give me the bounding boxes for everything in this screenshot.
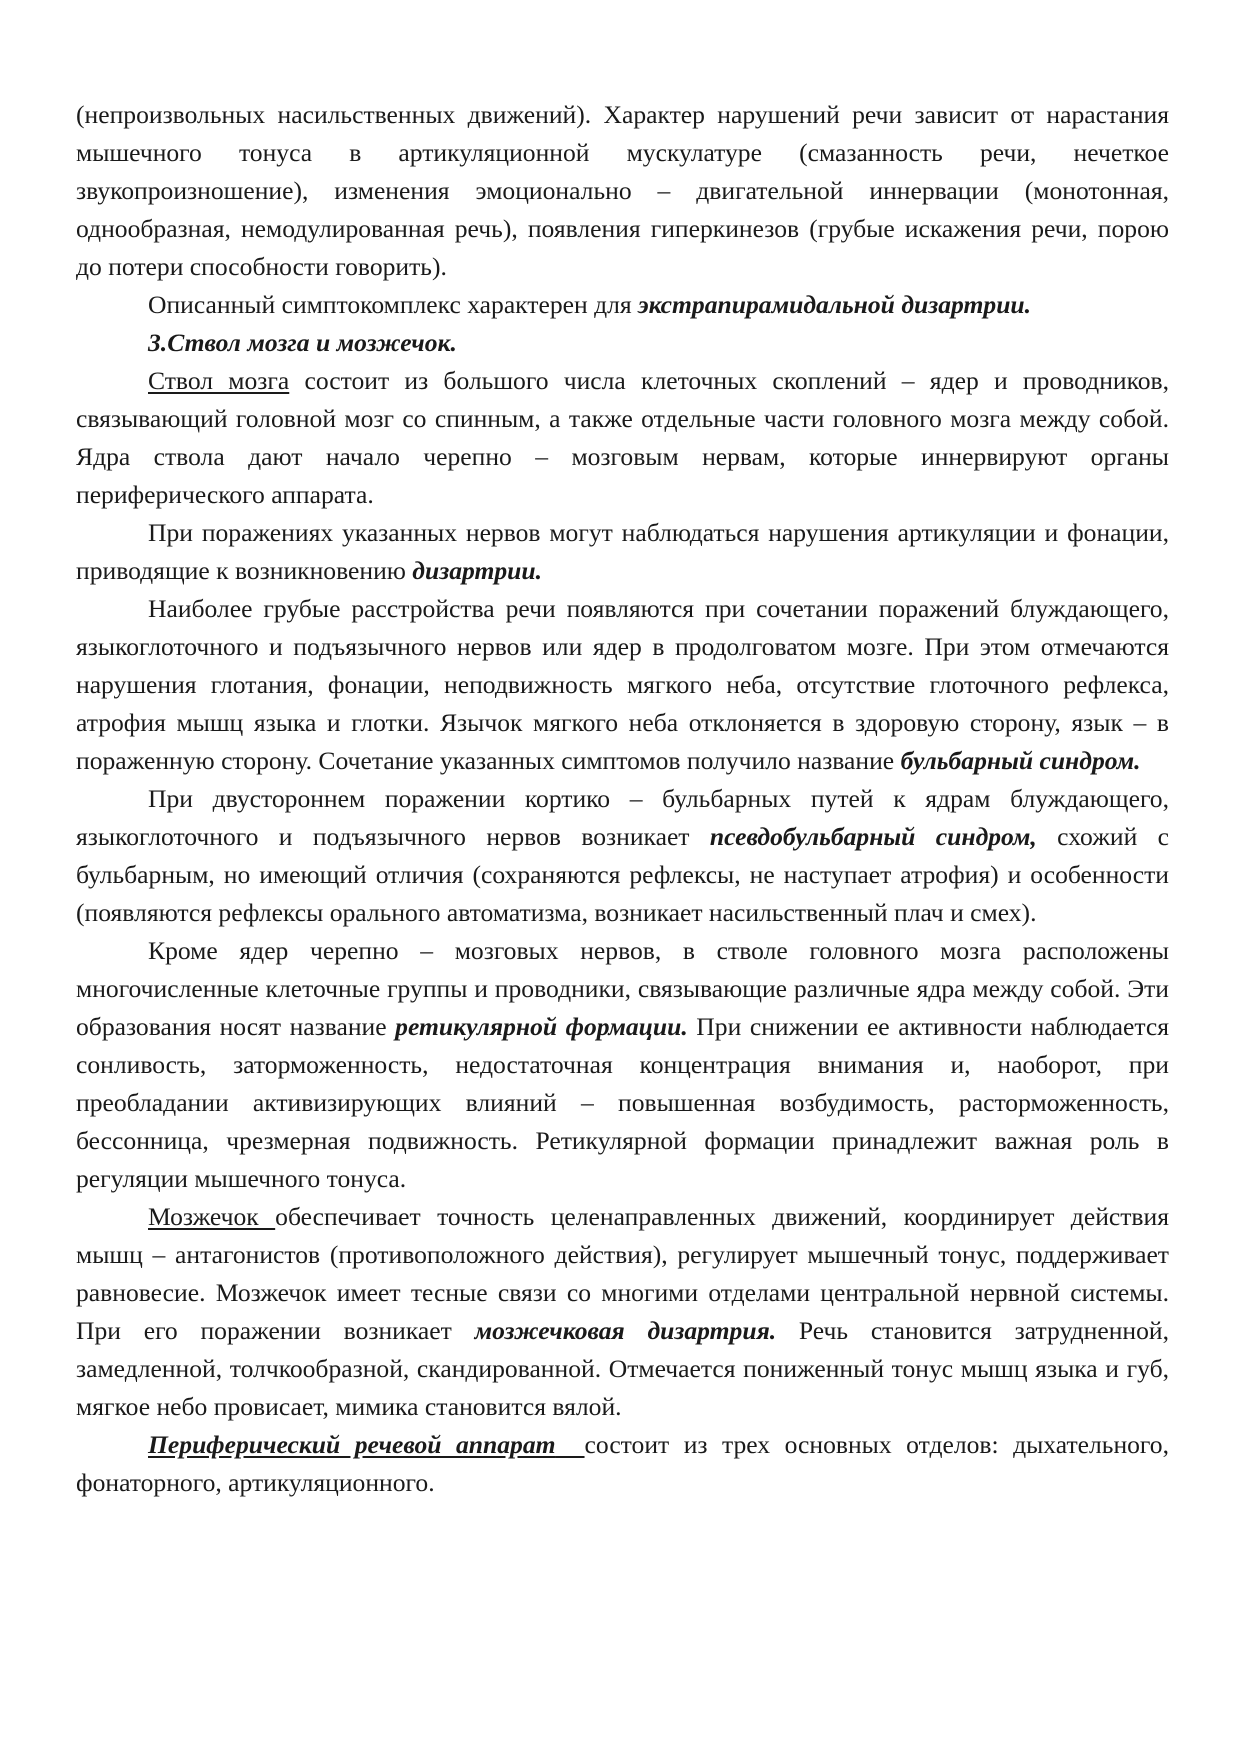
term-cerebellum: Мозжечок (148, 1202, 276, 1231)
paragraph-9-text: состоит из трех основных отделов: дыхательного, фонаторного, артикуляционного. (76, 1430, 1169, 1497)
paragraph-5 (76, 590, 1169, 780)
paragraph-9 (76, 1426, 1169, 1502)
section-heading: 3.Ствол мозга и мозжечок. (148, 328, 457, 357)
paragraph-6 (76, 780, 1169, 932)
term-peripheral-speech-apparatus: Периферический речевой аппарат (148, 1430, 556, 1459)
paragraph-3 (76, 362, 1169, 514)
paragraph-7-text: Кроме ядер черепно – мозговых нервов, в стволе головного мозга расположены многочисленные клеточные группы и проводники, связывающие различные ядра между собой. Эти образования носят название (76, 936, 1169, 1041)
paragraph-2 (76, 286, 1169, 324)
paragraph-8-text-after: Речь становится затрудненной, замедленной, толчкообразной, скандированной. Отмечается пониженный тонус мышц языка и губ, мягкое небо провисает, мимика становится вялой. (76, 1316, 1169, 1421)
paragraph-2-text: Описанный симптокомплекс характерен для (148, 290, 639, 319)
paragraph-3-text: состоит из большого числа клеточных скоплений – ядер и проводников, связывающий головной мозг со спинным, а также отдельные части головного мозга между собой. Ядра ствола дают начало черепно – мозговым нервам, которые иннервируют органы периферического аппарата. (76, 366, 1169, 509)
term-pseudobulbar-syndrome: псевдобульбарный синдром, (709, 822, 1037, 851)
term-cerebellar-dysarthria: мозжечковая дизартрия. (474, 1316, 777, 1345)
term-extrapyramidal-dysarthria: экстрапирамидальной дизартрии. (638, 290, 1032, 319)
term-bulbar-syndrome: бульбарный синдром. (900, 746, 1141, 775)
paragraph-4 (76, 514, 1169, 590)
paragraph-8-text: обеспечивает точность целенаправленных движений, координирует действия мышц – антагонистов (противоположного действия), регулирует мышечный тонус, поддерживает равновесие. Мозжечок имеет тесные связи со многими отделами центральной нервной системы. При его поражении возникает (76, 1202, 1169, 1345)
paragraph-6-text-after: схожий с бульбарным, но имеющий отличия (сохраняются рефлексы, не наступает атрофия) и особенности (появляются рефлексы орального автоматизма, возникает насильственный плач и смех). (76, 822, 1169, 927)
term-brainstem: Ствол мозга (148, 366, 290, 395)
paragraph-7-text-after: При снижении ее активности наблюдается сонливость, заторможенность, недостаточная концентрация внимания и, наоборот, при преобладании активизирующих влияний – повышенная возбудимость, расторможенность, бессонница, чрезмерная подвижность. Ретикулярной формации принадлежит важная роль в регуляции мышечного тонуса. (76, 1012, 1169, 1193)
paragraph-7 (76, 932, 1169, 1198)
document-page (76, 96, 1169, 1502)
term-reticular-formation: ретикулярной формации. (395, 1012, 688, 1041)
paragraph-5-text: Наиболее грубые расстройства речи появляются при сочетании поражений блуждающего, языкоглоточного и подъязычного нервов или ядер в продолговатом мозге. При этом отмечаются нарушения глотания, фонации, неподвижность мягкого неба, отсутствие глоточного рефлекса, атрофия мышц языка и глотки. Язычок мягкого неба отклоняется в здоровую сторону, язык – в пораженную сторону. Сочетание указанных симптомов получило название (76, 594, 1169, 775)
paragraph-6-text: При двустороннем поражении кортико – бульбарных путей к ядрам блуждающего, языкоглоточного и подъязычного нервов возникает (76, 784, 1169, 851)
paragraph-1: (непроизвольных насильственных движений). Характер нарушений речи зависит от нарастания мышечного тонуса в артикуляционной мускулатуре (смазанность речи, нечеткое звукопроизношение), изменения эмоционально – двигательной иннервации (монотонная, однообразная, немодулированная речь), появления гиперкинезов (грубые искажения речи, порою до потери способности говорить). (76, 100, 1169, 281)
paragraph-8 (76, 1198, 1169, 1426)
underline-gap (556, 1430, 585, 1459)
paragraph-4-text: При поражениях указанных нервов могут наблюдаться нарушения артикуляции и фонации, приводящие к возникновению (76, 518, 1169, 585)
term-dysarthria: дизартрии. (412, 556, 543, 585)
